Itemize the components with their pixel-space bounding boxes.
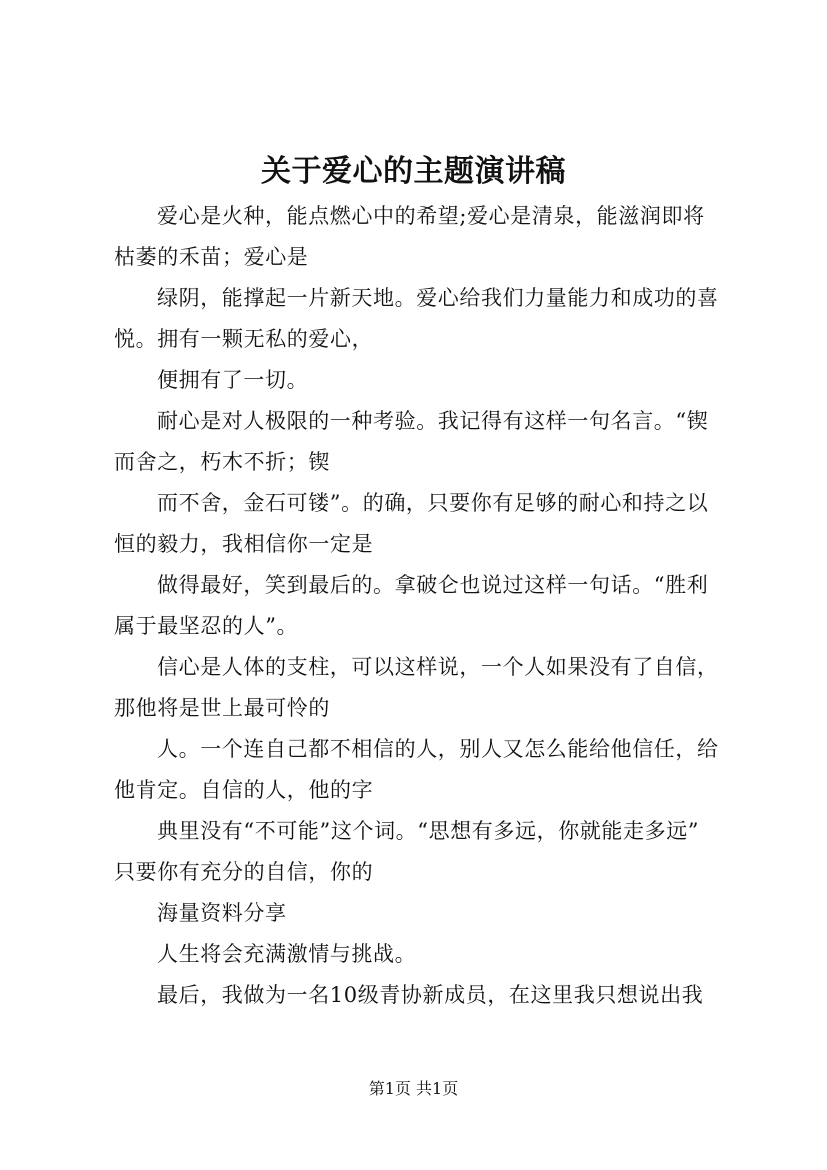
text-line: 绿阴，能撑起一片新天地。爱心给我们力量能力和成功的喜 [157, 286, 719, 310]
text-line: 做得最好，笑到最后的。拿破仑也说过这样一句话。“胜利 [157, 573, 709, 597]
text-line: 而不舍，金石可镂”。的确，只要你有足够的耐心和持之以 [157, 491, 709, 515]
text-line: 枯萎的禾苗；爱心是 [114, 245, 309, 269]
text-line: 信心是人体的支柱，可以这样说，一个人如果没有了自信， [157, 655, 719, 679]
text-line: 爱心是火种，能点燃心中的希望;爱心是清泉，能滋润即将 [157, 204, 705, 228]
text-line: 典里没有“不可能”这个词。“思想有多远，你就能走多远” [157, 819, 700, 843]
page-footer: 第1页 共1页 [368, 1079, 459, 1098]
text-line: 属于最坚忍的人”。 [114, 614, 299, 638]
text-line: 悦。拥有一颗无私的爱心， [114, 327, 374, 351]
text-line: 人。一个连自己都不相信的人，别人又怎么能给他信任，给 [157, 737, 719, 761]
text-line: 那他将是世上最可怜的 [114, 696, 330, 720]
text-line: 只要你有充分的自信，你的 [114, 860, 374, 884]
document-title: 关于爱心的主题演讲稿 [261, 154, 566, 189]
text-line: 耐心是对人极限的一种考验。我记得有这样一句名言。“锲 [157, 409, 709, 433]
text-line: 最后，我做为一名10级青协新成员，在这里我只想说出我 [157, 983, 704, 1007]
text-line: 而舍之，朽木不折；锲 [114, 450, 330, 474]
text-line: 海量资料分享 [157, 901, 287, 925]
text-line: 恒的毅力，我相信你一定是 [114, 532, 374, 556]
document-body [114, 196, 734, 1016]
text-line: 人生将会充满激情与挑战。 [157, 942, 417, 966]
text-line: 他肯定。自信的人，他的字 [114, 778, 374, 802]
text-line: 便拥有了一切。 [157, 368, 309, 392]
